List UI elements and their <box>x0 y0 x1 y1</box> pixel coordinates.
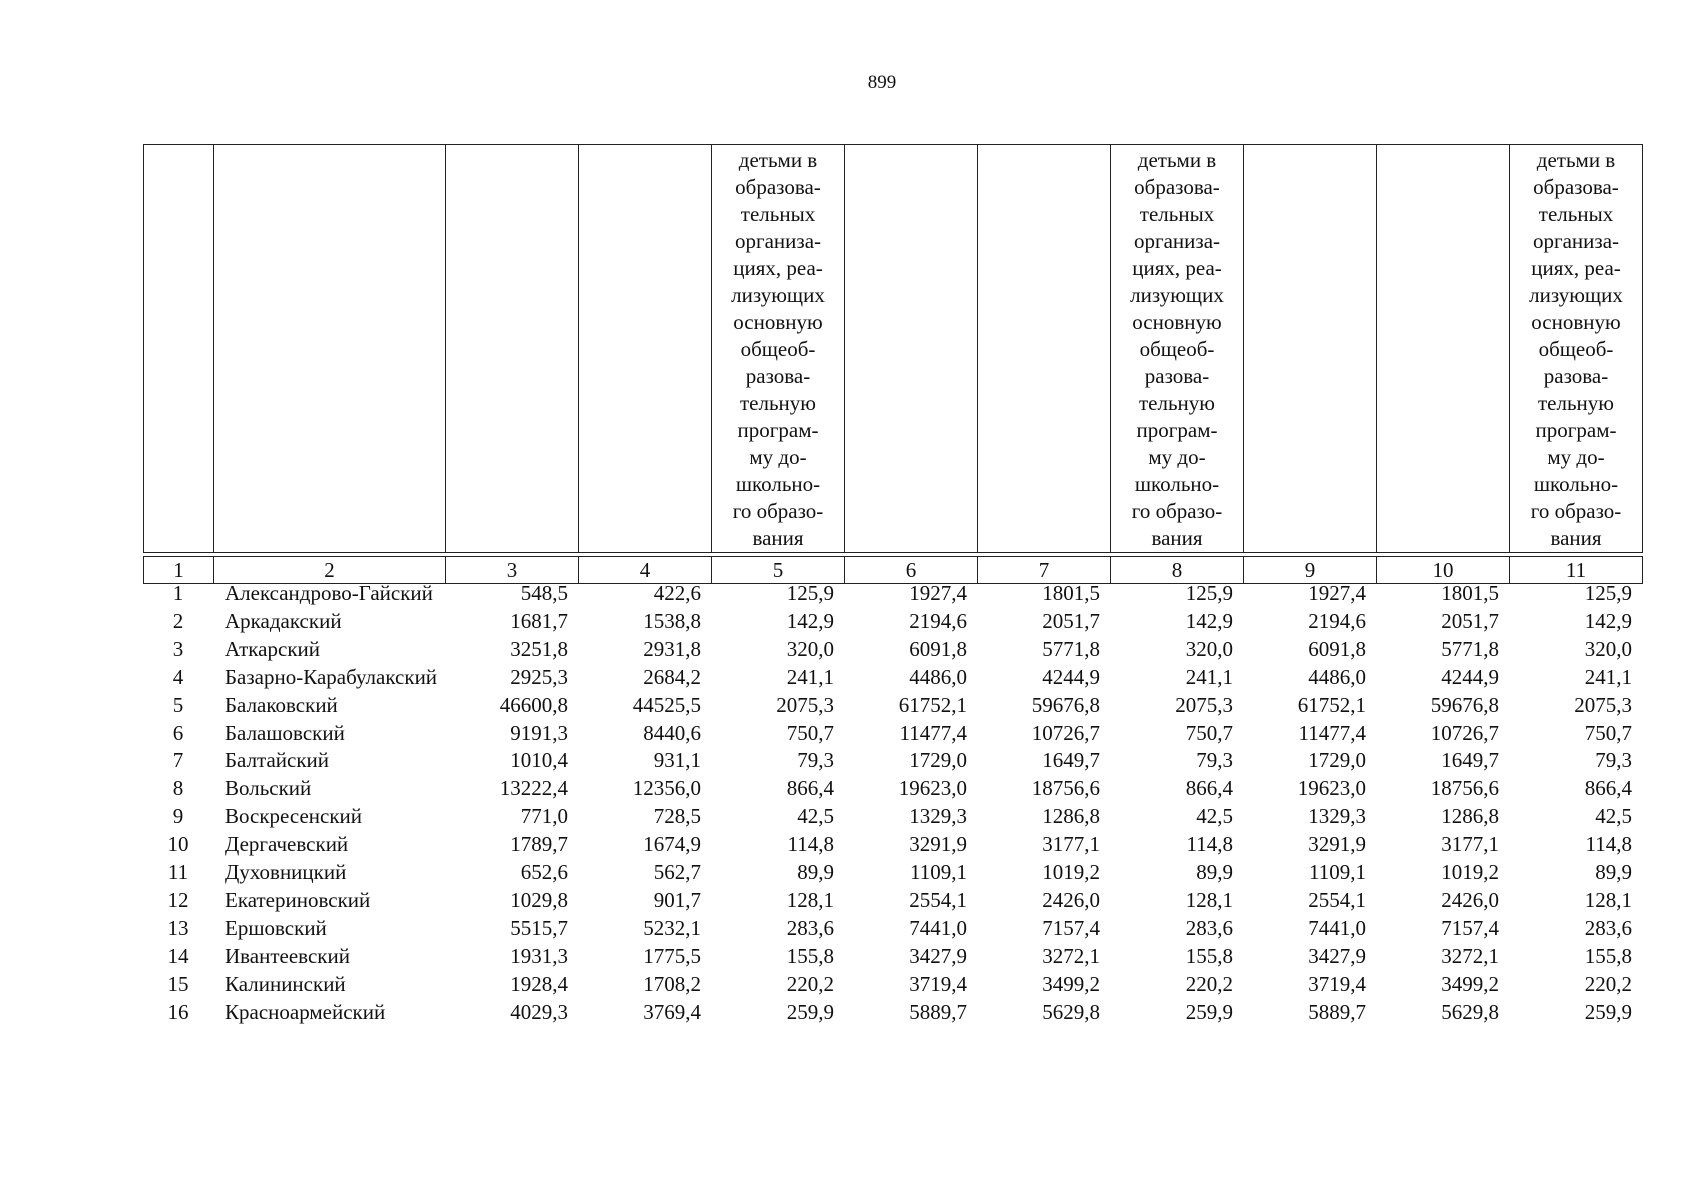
value-cell: 5771,8 <box>1441 636 1499 661</box>
value-cell: 5629,8 <box>1042 999 1100 1024</box>
value-cell: 3272,1 <box>1441 943 1499 968</box>
value-cell: 79,3 <box>1595 748 1632 773</box>
header-caption-line: го образо- <box>732 499 824 523</box>
value-cell: 2075,3 <box>1175 692 1233 717</box>
header-caption-line: общеоб- <box>740 337 816 361</box>
district-name: Вольский <box>225 776 312 801</box>
value-cell: 6091,8 <box>909 636 967 661</box>
value-cell: 320,0 <box>1584 636 1632 661</box>
header-caption-line: организа- <box>734 229 822 253</box>
district-name: Екатериновский <box>225 887 371 912</box>
value-cell: 2925,3 <box>510 664 568 689</box>
table-row <box>143 580 1642 608</box>
header-caption-line: школьно- <box>735 472 821 496</box>
value-cell: 7157,4 <box>1441 915 1499 940</box>
value-cell: 42,5 <box>1196 804 1233 829</box>
value-cell: 1775,5 <box>643 943 701 968</box>
value-cell: 7441,0 <box>1308 915 1366 940</box>
value-cell: 4029,3 <box>510 999 568 1024</box>
value-cell: 283,6 <box>786 915 834 940</box>
value-cell: 562,7 <box>653 860 701 885</box>
value-cell: 3769,4 <box>643 999 701 1024</box>
value-cell: 1801,5 <box>1042 581 1100 605</box>
value-cell: 1329,3 <box>909 804 967 829</box>
row-number: 2 <box>172 608 184 633</box>
header-caption-col-8 <box>1111 145 1244 553</box>
column-number-cell: 9 <box>1244 557 1377 584</box>
value-cell: 3291,9 <box>1308 832 1366 857</box>
district-name: Балашовский <box>225 720 345 745</box>
value-cell: 3291,9 <box>909 832 967 857</box>
value-cell: 11477,4 <box>1298 720 1366 745</box>
value-cell: 750,7 <box>786 720 834 745</box>
value-cell: 79,3 <box>797 748 834 773</box>
header-caption-line: тельных <box>1538 202 1614 226</box>
header-caption-line: програм- <box>1136 418 1218 442</box>
header-caption-line: разова- <box>1543 364 1609 388</box>
value-cell: 1029,8 <box>510 887 568 912</box>
district-name: Аркадакский <box>225 608 342 633</box>
header-caption-line: вания <box>1550 526 1602 550</box>
header-caption-line: общеоб- <box>1538 337 1614 361</box>
column-number-cell: 1 <box>144 557 214 584</box>
value-cell: 89,9 <box>797 860 834 885</box>
value-cell: 220,2 <box>786 971 834 996</box>
value-cell: 259,9 <box>786 999 834 1024</box>
value-cell: 125,9 <box>1584 581 1632 605</box>
column-number-cell: 7 <box>978 557 1111 584</box>
district-name: Дергачевский <box>225 832 349 857</box>
table-row <box>143 747 1642 775</box>
district-name: Балаковский <box>225 692 338 717</box>
value-cell: 155,8 <box>786 943 834 968</box>
header-caption-line: лизующих <box>731 283 825 307</box>
row-number: 1 <box>172 581 184 605</box>
value-cell: 2194,6 <box>1308 608 1366 633</box>
value-cell: 2075,3 <box>776 692 834 717</box>
table-row <box>143 636 1642 664</box>
row-number: 9 <box>172 804 184 829</box>
value-cell: 128,1 <box>786 887 834 912</box>
value-cell: 19623,0 <box>898 776 967 801</box>
value-cell: 114,8 <box>1585 832 1632 857</box>
table-row <box>143 999 1642 1027</box>
header-caption-line: циях, реа- <box>1531 256 1621 280</box>
value-cell: 1649,7 <box>1042 748 1100 773</box>
district-name: Ершовский <box>225 915 327 940</box>
column-number-cell: 2 <box>214 557 446 584</box>
value-cell: 5232,1 <box>643 915 701 940</box>
value-cell: 750,7 <box>1185 720 1233 745</box>
value-cell: 2194,6 <box>909 608 967 633</box>
header-caption-line: тельную <box>1538 391 1614 415</box>
table-row <box>143 859 1642 887</box>
header-caption-line: детьми в <box>738 148 818 172</box>
value-cell: 6091,8 <box>1308 636 1366 661</box>
value-cell: 901,7 <box>653 887 701 912</box>
value-cell: 46600,8 <box>499 692 568 717</box>
column-number-cell: 11 <box>1510 557 1643 584</box>
value-cell: 3719,4 <box>909 971 967 996</box>
row-number: 6 <box>172 720 184 745</box>
data-table <box>143 580 1642 1027</box>
value-cell: 4244,9 <box>1042 664 1100 689</box>
value-cell: 155,8 <box>1584 943 1632 968</box>
table-row <box>143 971 1642 999</box>
value-cell: 1286,8 <box>1042 804 1100 829</box>
value-cell: 5771,8 <box>1042 636 1100 661</box>
value-cell: 2931,8 <box>643 636 701 661</box>
header-caption-line: тельных <box>740 202 816 226</box>
value-cell: 5889,7 <box>909 999 967 1024</box>
header-caption-col-5 <box>712 145 845 553</box>
header-caption-line: детьми в <box>1536 148 1616 172</box>
value-cell: 259,9 <box>1584 999 1632 1024</box>
value-cell: 9191,3 <box>510 720 568 745</box>
value-cell: 1649,7 <box>1441 748 1499 773</box>
header-caption-line: организа- <box>1532 229 1620 253</box>
value-cell: 3427,9 <box>909 943 967 968</box>
table-row <box>143 775 1642 803</box>
value-cell: 3427,9 <box>1308 943 1366 968</box>
row-number: 4 <box>172 664 184 689</box>
value-cell: 114,8 <box>1186 832 1233 857</box>
row-number: 5 <box>172 692 184 717</box>
value-cell: 155,8 <box>1185 943 1233 968</box>
value-cell: 1329,3 <box>1308 804 1366 829</box>
header-caption-line: му до- <box>1547 445 1605 469</box>
row-number: 16 <box>167 999 189 1024</box>
column-number-cell: 8 <box>1111 557 1244 584</box>
row-number: 10 <box>167 832 189 857</box>
value-cell: 3272,1 <box>1042 943 1100 968</box>
value-cell: 2684,2 <box>643 664 701 689</box>
value-cell: 3251,8 <box>510 636 568 661</box>
value-cell: 128,1 <box>1584 887 1632 912</box>
header-caption-cell <box>144 145 214 553</box>
value-cell: 1674,9 <box>643 832 701 857</box>
column-number-cell: 10 <box>1377 557 1510 584</box>
header-caption-row <box>144 145 1643 553</box>
value-cell: 128,1 <box>1185 887 1233 912</box>
table-row <box>143 720 1642 748</box>
row-number: 3 <box>172 636 184 661</box>
value-cell: 3719,4 <box>1308 971 1366 996</box>
value-cell: 1019,2 <box>1441 860 1499 885</box>
header-caption-line: вания <box>752 526 804 550</box>
district-name: Калининский <box>225 971 346 996</box>
value-cell: 1801,5 <box>1441 581 1499 605</box>
value-cell: 548,5 <box>520 581 568 605</box>
header-caption-line: лизующих <box>1529 283 1623 307</box>
header-caption-line: вания <box>1151 526 1203 550</box>
value-cell: 125,9 <box>786 581 834 605</box>
value-cell: 1538,8 <box>643 608 701 633</box>
column-number-cell: 4 <box>579 557 712 584</box>
row-number: 15 <box>167 971 189 996</box>
value-cell: 4244,9 <box>1441 664 1499 689</box>
value-cell: 5515,7 <box>510 915 568 940</box>
table-row <box>143 803 1642 831</box>
district-name: Ивантеевский <box>225 943 350 968</box>
column-number-cell: 3 <box>446 557 579 584</box>
value-cell: 11477,4 <box>899 720 967 745</box>
value-cell: 866,4 <box>1584 776 1632 801</box>
value-cell: 3177,1 <box>1042 832 1100 857</box>
value-cell: 1010,4 <box>510 748 568 773</box>
header-caption-line: тельную <box>740 391 816 415</box>
value-cell: 10726,7 <box>1031 720 1100 745</box>
value-cell: 1789,7 <box>510 832 568 857</box>
header-caption-line: основную <box>1132 310 1222 334</box>
value-cell: 125,9 <box>1185 581 1233 605</box>
value-cell: 220,2 <box>1584 971 1632 996</box>
value-cell: 59676,8 <box>1430 692 1499 717</box>
header-caption-line: организа- <box>1133 229 1221 253</box>
value-cell: 866,4 <box>786 776 834 801</box>
header-caption-line: го образо- <box>1131 499 1223 523</box>
value-cell: 142,9 <box>1185 608 1233 633</box>
value-cell: 61752,1 <box>1297 692 1366 717</box>
header-caption-line: циях, реа- <box>733 256 823 280</box>
value-cell: 18756,6 <box>1430 776 1499 801</box>
header-caption-line: тельную <box>1139 391 1215 415</box>
header-caption-line: школьно- <box>1533 472 1619 496</box>
value-cell: 89,9 <box>1196 860 1233 885</box>
table-row <box>143 692 1642 720</box>
value-cell: 2051,7 <box>1441 608 1499 633</box>
district-name: Воскресенский <box>225 804 363 829</box>
value-cell: 79,3 <box>1196 748 1233 773</box>
row-number: 8 <box>172 776 184 801</box>
value-cell: 241,1 <box>1584 664 1632 689</box>
value-cell: 1729,0 <box>909 748 967 773</box>
value-cell: 61752,1 <box>898 692 967 717</box>
value-cell: 220,2 <box>1185 971 1233 996</box>
value-cell: 931,1 <box>653 748 701 773</box>
header-caption-line: образова- <box>735 175 821 199</box>
value-cell: 19623,0 <box>1297 776 1366 801</box>
value-cell: 652,6 <box>520 860 568 885</box>
value-cell: 5889,7 <box>1308 999 1366 1024</box>
value-cell: 320,0 <box>1185 636 1233 661</box>
header-caption-line: му до- <box>749 445 807 469</box>
value-cell: 2554,1 <box>1308 887 1366 912</box>
value-cell: 10726,7 <box>1430 720 1499 745</box>
header-caption-line: образова- <box>1134 175 1220 199</box>
value-cell: 8440,6 <box>643 720 701 745</box>
value-cell: 7157,4 <box>1042 915 1100 940</box>
value-cell: 422,6 <box>653 581 701 605</box>
header-caption-cell <box>1377 145 1510 553</box>
value-cell: 320,0 <box>786 636 834 661</box>
header-table <box>143 144 1643 584</box>
header-caption-cell <box>978 145 1111 553</box>
header-caption-cell <box>579 145 712 553</box>
table-row <box>143 943 1642 971</box>
value-cell: 259,9 <box>1185 999 1233 1024</box>
district-name: Базарно-Карабулакский <box>225 664 438 689</box>
value-cell: 750,7 <box>1584 720 1632 745</box>
value-cell: 4486,0 <box>909 664 967 689</box>
header-caption-line: детьми в <box>1137 148 1217 172</box>
row-number: 13 <box>167 915 189 940</box>
header-caption-line: го образо- <box>1530 499 1622 523</box>
value-cell: 2426,0 <box>1441 887 1499 912</box>
district-name: Духовницкий <box>225 860 347 885</box>
row-number: 12 <box>167 887 189 912</box>
value-cell: 3499,2 <box>1042 971 1100 996</box>
value-cell: 2554,1 <box>909 887 967 912</box>
table-row <box>143 887 1642 915</box>
value-cell: 1109,1 <box>1309 860 1366 885</box>
header-caption-line: общеоб- <box>1139 337 1215 361</box>
value-cell: 1931,3 <box>510 943 568 968</box>
value-cell: 2426,0 <box>1042 887 1100 912</box>
value-cell: 142,9 <box>786 608 834 633</box>
page-number: 899 <box>867 72 897 93</box>
value-cell: 59676,8 <box>1031 692 1100 717</box>
header-caption-cell <box>446 145 579 553</box>
row-number: 14 <box>167 943 189 968</box>
column-number-cell: 5 <box>712 557 845 584</box>
value-cell: 13222,4 <box>499 776 568 801</box>
value-cell: 1708,2 <box>643 971 701 996</box>
header-caption-line: програм- <box>737 418 819 442</box>
value-cell: 728,5 <box>653 804 701 829</box>
table-row <box>143 831 1642 859</box>
value-cell: 241,1 <box>786 664 834 689</box>
value-cell: 2051,7 <box>1042 608 1100 633</box>
header-caption-cell <box>214 145 446 553</box>
table-row <box>143 915 1642 943</box>
header-caption-line: школьно- <box>1134 472 1220 496</box>
value-cell: 5629,8 <box>1441 999 1499 1024</box>
district-name: Александрово-Гайский <box>225 581 433 605</box>
header-caption-line: му до- <box>1148 445 1206 469</box>
value-cell: 2075,3 <box>1574 692 1632 717</box>
header-caption-col-11 <box>1510 145 1643 553</box>
value-cell: 89,9 <box>1595 860 1632 885</box>
table-row <box>143 608 1642 636</box>
row-number: 7 <box>172 748 184 773</box>
value-cell: 866,4 <box>1185 776 1233 801</box>
header-caption-line: основную <box>733 310 823 334</box>
value-cell: 18756,6 <box>1031 776 1100 801</box>
value-cell: 42,5 <box>797 804 834 829</box>
header-caption-line: разова- <box>1144 364 1210 388</box>
header-caption-line: лизующих <box>1130 283 1224 307</box>
value-cell: 283,6 <box>1584 915 1632 940</box>
value-cell: 283,6 <box>1185 915 1233 940</box>
header-caption-cell <box>1244 145 1377 553</box>
row-number: 11 <box>167 860 189 885</box>
value-cell: 4486,0 <box>1308 664 1366 689</box>
header-caption-line: основную <box>1531 310 1621 334</box>
header-caption-line: образова- <box>1533 175 1619 199</box>
value-cell: 1681,7 <box>510 608 568 633</box>
value-cell: 1019,2 <box>1042 860 1100 885</box>
header-caption-line: тельных <box>1139 202 1215 226</box>
header-caption-cell <box>845 145 978 553</box>
value-cell: 44525,5 <box>632 692 701 717</box>
value-cell: 241,1 <box>1185 664 1233 689</box>
value-cell: 7441,0 <box>909 915 967 940</box>
value-cell: 1109,1 <box>910 860 967 885</box>
value-cell: 1286,8 <box>1441 804 1499 829</box>
value-cell: 1928,4 <box>510 971 568 996</box>
header-caption-line: програм- <box>1535 418 1617 442</box>
value-cell: 1927,4 <box>1308 581 1366 605</box>
header-caption-line: циях, реа- <box>1132 256 1222 280</box>
table-row <box>143 664 1642 692</box>
value-cell: 12356,0 <box>632 776 701 801</box>
value-cell: 3499,2 <box>1441 971 1499 996</box>
district-name: Балтайский <box>225 748 330 773</box>
value-cell: 3177,1 <box>1441 832 1499 857</box>
value-cell: 142,9 <box>1584 608 1632 633</box>
district-name: Аткарский <box>225 636 321 661</box>
value-cell: 114,8 <box>787 832 834 857</box>
value-cell: 1729,0 <box>1308 748 1366 773</box>
value-cell: 771,0 <box>520 804 568 829</box>
district-name: Красноармейский <box>225 999 386 1024</box>
value-cell: 1927,4 <box>909 581 967 605</box>
header-caption-line: разова- <box>745 364 811 388</box>
value-cell: 42,5 <box>1595 804 1632 829</box>
column-number-cell: 6 <box>845 557 978 584</box>
